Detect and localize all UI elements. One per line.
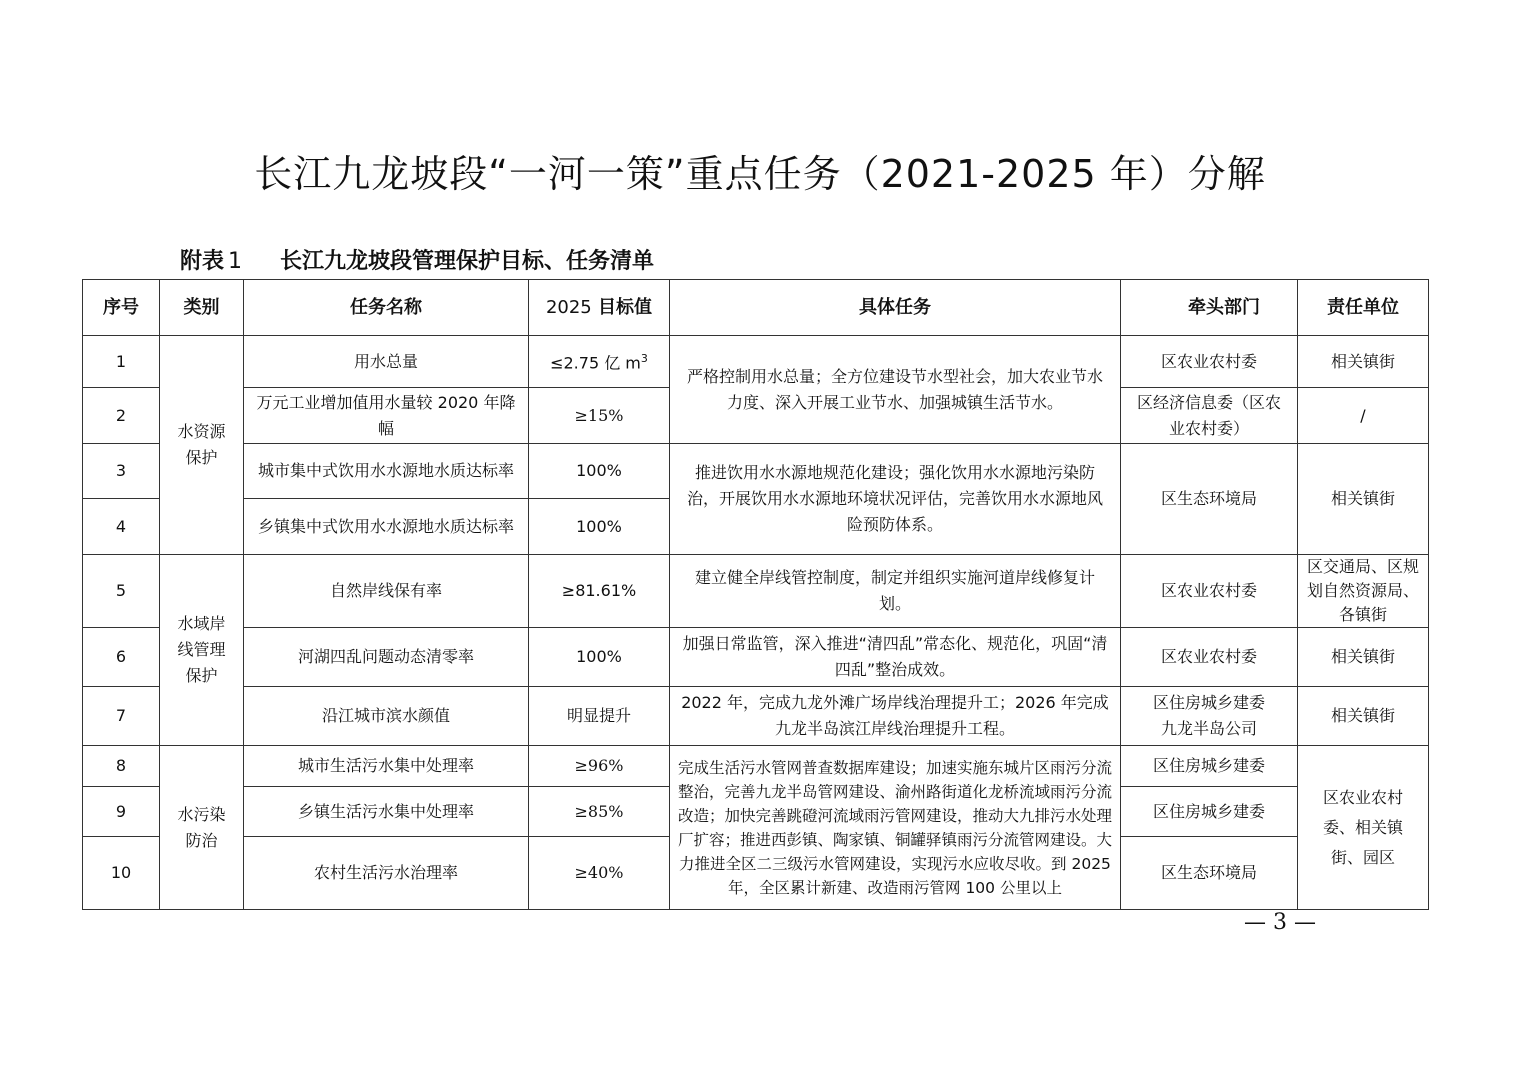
caption-prefix: 附表 xyxy=(180,249,225,274)
cell-target: ≥81.61% xyxy=(529,555,670,628)
document-title: 长江九龙坡段“一河一策”重点任务（2021-2025 年）分解 xyxy=(254,152,1266,196)
cell-lead: 区经济信息委（区农业农村委） xyxy=(1121,388,1298,444)
cell-target: ≥85% xyxy=(529,787,670,837)
cell-name: 乡镇集中式饮用水水源地水质达标率 xyxy=(244,499,529,555)
header-task: 具体任务 xyxy=(670,280,1121,336)
cell-name: 农村生活污水治理率 xyxy=(244,837,529,910)
header-seq: 序号 xyxy=(83,280,160,336)
cell-task: 加强日常监管，深入推进“清四乱”常态化、规范化，巩固“清四乱”整治成效。 xyxy=(670,628,1121,687)
cell-name: 万元工业增加值用水量较 2020 年降幅 xyxy=(244,388,529,444)
cell-task: 建立健全岸线管控制度，制定并组织实施河道岸线修复计划。 xyxy=(670,555,1121,628)
cell-category xyxy=(160,746,244,910)
cell-seq: 8 xyxy=(83,746,160,787)
cell-seq: 4 xyxy=(83,499,160,555)
cell-seq: 5 xyxy=(83,555,160,628)
task-table xyxy=(82,279,1429,910)
cell-task: 完成生活污水管网普查数据库建设；加速实施东城片区雨污分流整治，完善九龙半岛管网建设、渝州路街道化龙桥流域雨污分流改造；加快完善跳磴河流域雨污管网建设，推动大九排污水处理厂扩容；推进西彭镇、陶家镇、铜罐驿镇雨污分流管网建设。大力推进全区二三级污水管网建设，实现污水应收尽收。到 2025 年，全区累计新建、改造雨污管网 100 公里以上 xyxy=(670,746,1121,910)
cell-category xyxy=(160,336,244,555)
table-caption xyxy=(180,244,654,275)
header-lead: 牵头部门 xyxy=(1121,280,1298,336)
cell-name: 城市生活污水集中处理率 xyxy=(244,746,529,787)
cell-lead: 区住房城乡建委 九龙半岛公司 xyxy=(1121,687,1298,746)
cell-resp: 相关镇街 xyxy=(1298,336,1429,388)
cell-name: 乡镇生活污水集中处理率 xyxy=(244,787,529,837)
cell-seq: 7 xyxy=(83,687,160,746)
cell-resp: 区农业农村委、相关镇街、园区 xyxy=(1298,746,1429,910)
category-label: 水污染防治 xyxy=(177,804,226,850)
cell-resp: 相关镇街 xyxy=(1298,628,1429,687)
table-header-row xyxy=(83,280,1429,336)
cell-target: 100% xyxy=(529,628,670,687)
cell-task: 推进饮用水水源地规范化建设；强化饮用水水源地污染防治，开展饮用水水源地环境状况评估，完善饮用水水源地风险预防体系。 xyxy=(670,444,1121,555)
header-target: 2025 目标值 xyxy=(529,280,670,336)
table-row xyxy=(83,746,1429,787)
cell-lead: 区住房城乡建委 xyxy=(1121,746,1298,787)
page-number: — 3 — xyxy=(1244,910,1316,935)
cell-seq: 6 xyxy=(83,628,160,687)
cell-task: 2022 年，完成九龙外滩广场岸线治理提升工；2026 年完成九龙半岛滨江岸线治理提升工程。 xyxy=(670,687,1121,746)
header-resp: 责任单位 xyxy=(1298,280,1429,336)
cell-lead: 区农业农村委 xyxy=(1121,555,1298,628)
cell-seq: 2 xyxy=(83,388,160,444)
cell-name: 用水总量 xyxy=(244,336,529,388)
category-label: 水资源保护 xyxy=(177,422,226,467)
cell-name: 河湖四乱问题动态清零率 xyxy=(244,628,529,687)
caption-text: 长江九龙坡段管理保护目标、任务清单 xyxy=(280,249,655,274)
cell-seq: 1 xyxy=(83,336,160,388)
header-category: 类别 xyxy=(160,280,244,336)
cell-seq: 9 xyxy=(83,787,160,837)
header-name: 任务名称 xyxy=(244,280,529,336)
table-row xyxy=(83,687,1429,746)
cell-resp: 区交通局、区规划自然资源局、各镇街 xyxy=(1298,555,1429,628)
cell-lead: 区生态环境局 xyxy=(1121,444,1298,555)
table-row xyxy=(83,444,1429,499)
cell-name: 沿江城市滨水颜值 xyxy=(244,687,529,746)
cell-target: ≥40% xyxy=(529,837,670,910)
table-row xyxy=(83,336,1429,388)
cell-resp: / xyxy=(1298,388,1429,444)
cell-category xyxy=(160,555,244,746)
cell-seq: 3 xyxy=(83,444,160,499)
cell-resp: 相关镇街 xyxy=(1298,444,1429,555)
cell-target: 100% xyxy=(529,444,670,499)
cell-lead: 区生态环境局 xyxy=(1121,837,1298,910)
category-label: 水域岸线管理保护 xyxy=(177,614,226,685)
cell-lead: 区农业农村委 xyxy=(1121,628,1298,687)
caption-number: 1 xyxy=(228,249,243,274)
table-row xyxy=(83,628,1429,687)
cell-name: 城市集中式饮用水水源地水质达标率 xyxy=(244,444,529,499)
cell-lead: 区农业农村委 xyxy=(1121,336,1298,388)
table-row xyxy=(83,555,1429,628)
cell-target: ≤2.75 亿 $m^3$ xyxy=(529,336,670,388)
cell-target: ≥96% xyxy=(529,746,670,787)
cell-target: 明显提升 xyxy=(529,687,670,746)
cell-seq: 10 xyxy=(83,837,160,910)
cell-lead: 区住房城乡建委 xyxy=(1121,787,1298,837)
cell-name: 自然岸线保有率 xyxy=(244,555,529,628)
cell-resp: 相关镇街 xyxy=(1298,687,1429,746)
cell-task: 严格控制用水总量；全方位建设节水型社会，加大农业节水力度、深入开展工业节水、加强城镇生活节水。 xyxy=(670,336,1121,444)
cell-target: ≥15% xyxy=(529,388,670,444)
cell-target: 100% xyxy=(529,499,670,555)
